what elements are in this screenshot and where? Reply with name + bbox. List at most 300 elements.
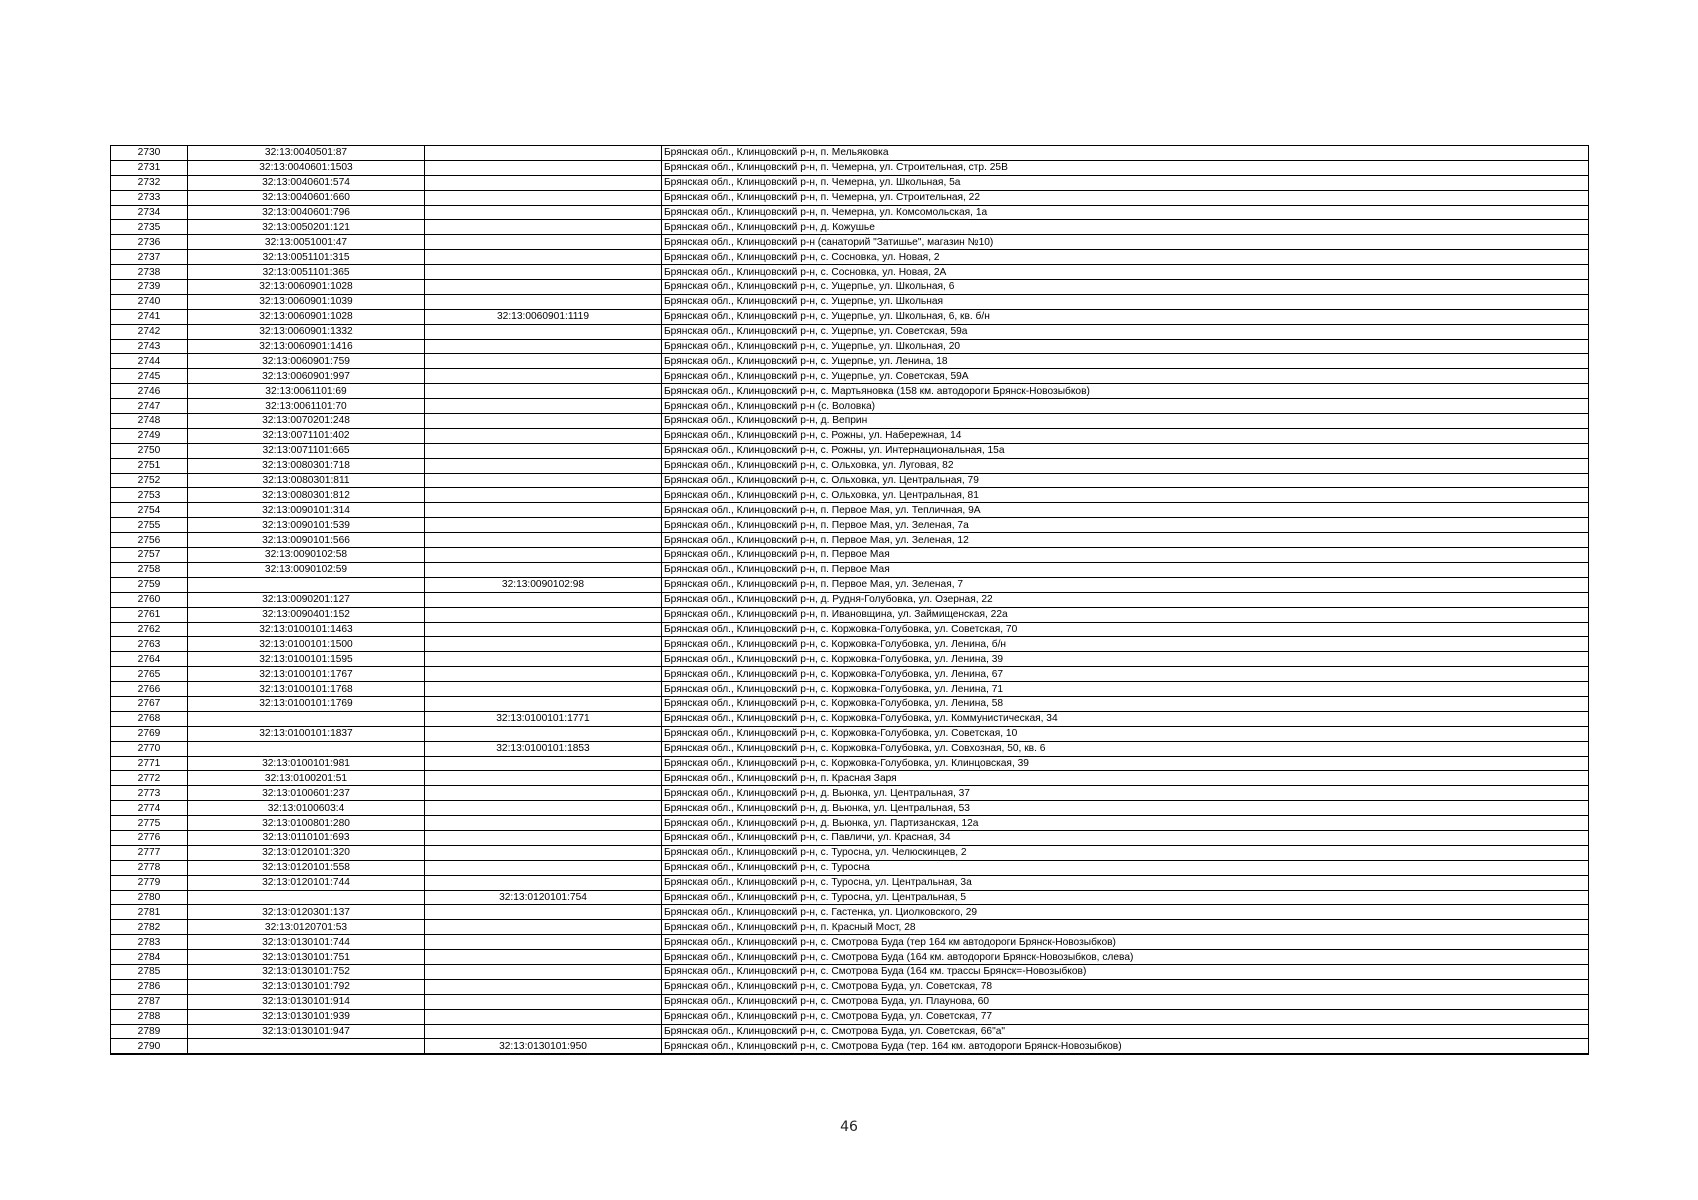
row-number-cell: 2748 xyxy=(111,414,188,429)
row-number-cell: 2757 xyxy=(111,548,188,563)
secondary-cadastral-number-cell xyxy=(425,250,662,265)
table-row xyxy=(111,682,1589,697)
table-row xyxy=(111,816,1589,831)
address-cell: Брянская обл., Клинцовский р-н, п. Ивановщина, ул. Займищенская, 22а xyxy=(662,607,1589,622)
table-row xyxy=(111,667,1589,682)
address-cell: Брянская обл., Клинцовский р-н, п. Первое Мая xyxy=(662,562,1589,577)
secondary-cadastral-number-cell xyxy=(425,428,662,443)
table-row xyxy=(111,518,1589,533)
address-cell: Брянская обл., Клинцовский р-н, с. Смотрова Буда, ул. Советская, 78 xyxy=(662,979,1589,994)
address-cell: Брянская обл., Клинцовский р-н, с. Туросна xyxy=(662,860,1589,875)
address-cell: Брянская обл., Клинцовский р-н, с. Коржовка-Голубовка, ул. Ленина, 58 xyxy=(662,696,1589,711)
row-number-cell: 2763 xyxy=(111,637,188,652)
secondary-cadastral-number-cell xyxy=(425,935,662,950)
secondary-cadastral-number-cell xyxy=(425,696,662,711)
address-cell: Брянская обл., Клинцовский р-н, п. Первое Мая, ул. Тепличная, 9А xyxy=(662,503,1589,518)
row-number-cell: 2743 xyxy=(111,339,188,354)
row-number-cell: 2749 xyxy=(111,428,188,443)
table-row xyxy=(111,503,1589,518)
secondary-cadastral-number-cell xyxy=(425,860,662,875)
address-cell: Брянская обл., Клинцовский р-н, с. Рожны, ул. Интернациональная, 15а xyxy=(662,443,1589,458)
secondary-cadastral-number-cell xyxy=(425,205,662,220)
secondary-cadastral-number-cell: 32:13:0130101:950 xyxy=(425,1039,662,1054)
row-number-cell: 2755 xyxy=(111,518,188,533)
table-row xyxy=(111,324,1589,339)
address-cell: Брянская обл., Клинцовский р-н, с. Смотрова Буда (164 км. автодороги Брянск-Новозыбков, слева) xyxy=(662,950,1589,965)
row-number-cell: 2731 xyxy=(111,160,188,175)
row-number-cell: 2765 xyxy=(111,667,188,682)
page-number: 46 xyxy=(840,1119,858,1135)
row-number-cell: 2767 xyxy=(111,696,188,711)
address-cell: Брянская обл., Клинцовский р-н, с. Сосновка, ул. Новая, 2А xyxy=(662,265,1589,280)
secondary-cadastral-number-cell xyxy=(425,488,662,503)
cadastral-number-cell: 32:13:0060901:1416 xyxy=(188,339,425,354)
row-number-cell: 2739 xyxy=(111,280,188,295)
row-number-cell: 2740 xyxy=(111,294,188,309)
row-number-cell: 2736 xyxy=(111,235,188,250)
cadastral-number-cell: 32:13:0040601:796 xyxy=(188,205,425,220)
address-cell: Брянская обл., Клинцовский р-н, п. Первое Мая, ул. Зеленая, 12 xyxy=(662,533,1589,548)
table-row xyxy=(111,428,1589,443)
address-cell: Брянская обл., Клинцовский р-н, с. Коржовка-Голубовка, ул. Ленина, б/н xyxy=(662,637,1589,652)
secondary-cadastral-number-cell xyxy=(425,160,662,175)
secondary-cadastral-number-cell xyxy=(425,726,662,741)
row-number-cell: 2776 xyxy=(111,830,188,845)
table-row xyxy=(111,175,1589,190)
address-cell: Брянская обл., Клинцовский р-н, с. Коржовка-Голубовка, ул. Советская, 70 xyxy=(662,622,1589,637)
cadastral-number-cell: 32:13:0060901:1332 xyxy=(188,324,425,339)
row-number-cell: 2756 xyxy=(111,533,188,548)
address-cell: Брянская обл., Клинцовский р-н (с. Воловка) xyxy=(662,399,1589,414)
cadastral-number-cell: 32:13:0100101:1500 xyxy=(188,637,425,652)
address-cell: Брянская обл., Клинцовский р-н, с. Смотрова Буда, ул. Плаунова, 60 xyxy=(662,994,1589,1009)
table-row xyxy=(111,607,1589,622)
cadastral-number-cell: 32:13:0061101:69 xyxy=(188,384,425,399)
table-row xyxy=(111,339,1589,354)
cadastral-number-cell: 32:13:0090201:127 xyxy=(188,592,425,607)
address-cell: Брянская обл., Клинцовский р-н, с. Коржовка-Голубовка, ул. Совхозная, 50, кв. 6 xyxy=(662,741,1589,756)
row-number-cell: 2777 xyxy=(111,845,188,860)
table-row xyxy=(111,205,1589,220)
address-cell: Брянская обл., Клинцовский р-н, с. Смотрова Буда, ул. Советская, 77 xyxy=(662,1009,1589,1024)
secondary-cadastral-number-cell xyxy=(425,399,662,414)
address-cell: Брянская обл., Клинцовский р-н, п. Чемерна, ул. Комсомольская, 1а xyxy=(662,205,1589,220)
secondary-cadastral-number-cell xyxy=(425,905,662,920)
cadastral-number-cell: 32:13:0080301:811 xyxy=(188,473,425,488)
secondary-cadastral-number-cell xyxy=(425,473,662,488)
table-row xyxy=(111,726,1589,741)
row-number-cell: 2778 xyxy=(111,860,188,875)
secondary-cadastral-number-cell xyxy=(425,280,662,295)
secondary-cadastral-number-cell xyxy=(425,294,662,309)
row-number-cell: 2771 xyxy=(111,756,188,771)
table-row xyxy=(111,443,1589,458)
address-cell: Брянская обл., Клинцовский р-н, п. Чемерна, ул. Школьная, 5а xyxy=(662,175,1589,190)
secondary-cadastral-number-cell xyxy=(425,607,662,622)
cadastral-number-cell: 32:13:0120101:558 xyxy=(188,860,425,875)
secondary-cadastral-number-cell xyxy=(425,354,662,369)
cadastral-number-cell: 32:13:0130101:914 xyxy=(188,994,425,1009)
secondary-cadastral-number-cell xyxy=(425,622,662,637)
cadastral-number-cell: 32:13:0060901:1028 xyxy=(188,280,425,295)
secondary-cadastral-number-cell: 32:13:0060901:1119 xyxy=(425,309,662,324)
table-row xyxy=(111,220,1589,235)
row-number-cell: 2745 xyxy=(111,369,188,384)
secondary-cadastral-number-cell xyxy=(425,786,662,801)
secondary-cadastral-number-cell: 32:13:0100101:1771 xyxy=(425,711,662,726)
cadastral-number-cell: 32:13:0100801:280 xyxy=(188,816,425,831)
cadastral-number-cell: 32:13:0100601:237 xyxy=(188,786,425,801)
cadastral-number-cell: 32:13:0100101:1595 xyxy=(188,652,425,667)
table-row xyxy=(111,875,1589,890)
row-number-cell: 2787 xyxy=(111,994,188,1009)
table-row xyxy=(111,964,1589,979)
table-row xyxy=(111,905,1589,920)
cadastral-number-cell: 32:13:0100101:1837 xyxy=(188,726,425,741)
table-row xyxy=(111,860,1589,875)
row-number-cell: 2775 xyxy=(111,816,188,831)
cadastral-number-cell: 32:13:0090101:314 xyxy=(188,503,425,518)
table-row xyxy=(111,235,1589,250)
address-cell: Брянская обл., Клинцовский р-н, с. Ольховка, ул. Центральная, 79 xyxy=(662,473,1589,488)
address-cell: Брянская обл., Клинцовский р-н, с. Туросна, ул. Челюскинцев, 2 xyxy=(662,845,1589,860)
row-number-cell: 2769 xyxy=(111,726,188,741)
cadastral-number-cell: 32:13:0051001:47 xyxy=(188,235,425,250)
row-number-cell: 2744 xyxy=(111,354,188,369)
table-row xyxy=(111,414,1589,429)
secondary-cadastral-number-cell: 32:13:0120101:754 xyxy=(425,890,662,905)
row-number-cell: 2786 xyxy=(111,979,188,994)
address-cell: Брянская обл., Клинцовский р-н, д. Кожушье xyxy=(662,220,1589,235)
table-row xyxy=(111,548,1589,563)
row-number-cell: 2737 xyxy=(111,250,188,265)
address-cell: Брянская обл., Клинцовский р-н, с. Смотрова Буда (тер. 164 км. автодороги Брянск-Новозыбков) xyxy=(662,1039,1589,1054)
address-cell: Брянская обл., Клинцовский р-н, д. Вьюнка, ул. Партизанская, 12а xyxy=(662,816,1589,831)
cadastral-number-cell: 32:13:0100603:4 xyxy=(188,801,425,816)
secondary-cadastral-number-cell xyxy=(425,845,662,860)
address-cell: Брянская обл., Клинцовский р-н, с. Ольховка, ул. Центральная, 81 xyxy=(662,488,1589,503)
row-number-cell: 2753 xyxy=(111,488,188,503)
cadastral-number-cell: 32:13:0130101:792 xyxy=(188,979,425,994)
table-row xyxy=(111,622,1589,637)
cadastral-number-cell: 32:13:0090101:566 xyxy=(188,533,425,548)
secondary-cadastral-number-cell xyxy=(425,414,662,429)
table-row xyxy=(111,280,1589,295)
table-row xyxy=(111,711,1589,726)
table-row xyxy=(111,786,1589,801)
cadastral-number-cell: 32:13:0090101:539 xyxy=(188,518,425,533)
secondary-cadastral-number-cell xyxy=(425,950,662,965)
secondary-cadastral-number-cell xyxy=(425,190,662,205)
address-cell: Брянская обл., Клинцовский р-н, с. Смотрова Буда (164 км. трассы Брянск=-Новозыбков) xyxy=(662,964,1589,979)
secondary-cadastral-number-cell xyxy=(425,146,662,161)
row-number-cell: 2764 xyxy=(111,652,188,667)
table-row xyxy=(111,265,1589,280)
secondary-cadastral-number-cell xyxy=(425,875,662,890)
address-cell: Брянская обл., Клинцовский р-н, с. Коржовка-Голубовка, ул. Ленина, 71 xyxy=(662,682,1589,697)
cadastral-number-cell: 32:13:0061101:70 xyxy=(188,399,425,414)
property-register-table xyxy=(110,145,1589,1055)
cadastral-number-cell: 32:13:0110101:693 xyxy=(188,830,425,845)
row-number-cell: 2766 xyxy=(111,682,188,697)
row-number-cell: 2746 xyxy=(111,384,188,399)
cadastral-number-cell xyxy=(188,890,425,905)
cadastral-number-cell: 32:13:0060901:997 xyxy=(188,369,425,384)
cadastral-number-cell: 32:13:0051101:315 xyxy=(188,250,425,265)
table-row xyxy=(111,696,1589,711)
address-cell: Брянская обл., Клинцовский р-н, с. Коржовка-Голубовка, ул. Советская, 10 xyxy=(662,726,1589,741)
secondary-cadastral-number-cell xyxy=(425,994,662,1009)
row-number-cell: 2762 xyxy=(111,622,188,637)
cadastral-number-cell xyxy=(188,1039,425,1054)
table-row xyxy=(111,830,1589,845)
row-number-cell: 2760 xyxy=(111,592,188,607)
row-number-cell: 2752 xyxy=(111,473,188,488)
address-cell: Брянская обл., Клинцовский р-н, с. Гастенка, ул. Циолковского, 29 xyxy=(662,905,1589,920)
secondary-cadastral-number-cell xyxy=(425,443,662,458)
cadastral-number-cell: 32:13:0100101:1767 xyxy=(188,667,425,682)
secondary-cadastral-number-cell xyxy=(425,920,662,935)
cadastral-number-cell: 32:13:0120701:53 xyxy=(188,920,425,935)
cadastral-number-cell: 32:13:0090102:58 xyxy=(188,548,425,563)
row-number-cell: 2761 xyxy=(111,607,188,622)
row-number-cell: 2738 xyxy=(111,265,188,280)
cadastral-number-cell: 32:13:0040501:87 xyxy=(188,146,425,161)
address-cell: Брянская обл., Клинцовский р-н, п. Первое Мая, ул. Зеленая, 7а xyxy=(662,518,1589,533)
row-number-cell: 2784 xyxy=(111,950,188,965)
address-cell: Брянская обл., Клинцовский р-н, с. Смотрова Буда, ул. Советская, 66"а" xyxy=(662,1024,1589,1039)
table-row xyxy=(111,890,1589,905)
cadastral-number-cell: 32:13:0071101:402 xyxy=(188,428,425,443)
secondary-cadastral-number-cell xyxy=(425,533,662,548)
cadastral-number-cell xyxy=(188,711,425,726)
row-number-cell: 2758 xyxy=(111,562,188,577)
secondary-cadastral-number-cell xyxy=(425,1009,662,1024)
table-row xyxy=(111,801,1589,816)
cadastral-number-cell: 32:13:0051101:365 xyxy=(188,265,425,280)
secondary-cadastral-number-cell xyxy=(425,518,662,533)
cadastral-number-cell: 32:13:0080301:812 xyxy=(188,488,425,503)
table-row xyxy=(111,354,1589,369)
cadastral-number-cell: 32:13:0130101:744 xyxy=(188,935,425,950)
secondary-cadastral-number-cell xyxy=(425,369,662,384)
row-number-cell: 2733 xyxy=(111,190,188,205)
row-number-cell: 2781 xyxy=(111,905,188,920)
table-row xyxy=(111,994,1589,1009)
address-cell: Брянская обл., Клинцовский р-н, с. Коржовка-Голубовка, ул. Ленина, 67 xyxy=(662,667,1589,682)
secondary-cadastral-number-cell xyxy=(425,830,662,845)
address-cell: Брянская обл., Клинцовский р-н, д. Вьюнка, ул. Центральная, 37 xyxy=(662,786,1589,801)
table-row xyxy=(111,190,1589,205)
row-number-cell: 2788 xyxy=(111,1009,188,1024)
cadastral-number-cell: 32:13:0130101:751 xyxy=(188,950,425,965)
table-row xyxy=(111,473,1589,488)
cadastral-number-cell: 32:13:0100201:51 xyxy=(188,771,425,786)
table-row xyxy=(111,458,1589,473)
table-row xyxy=(111,652,1589,667)
secondary-cadastral-number-cell xyxy=(425,756,662,771)
cadastral-number-cell xyxy=(188,741,425,756)
cadastral-number-cell: 32:13:0060901:1039 xyxy=(188,294,425,309)
secondary-cadastral-number-cell xyxy=(425,175,662,190)
address-cell: Брянская обл., Клинцовский р-н, д. Вьюнка, ул. Центральная, 53 xyxy=(662,801,1589,816)
table-row xyxy=(111,562,1589,577)
row-number-cell: 2734 xyxy=(111,205,188,220)
table-row xyxy=(111,979,1589,994)
address-cell: Брянская обл., Клинцовский р-н (санаторий "Затишье", магазин №10) xyxy=(662,235,1589,250)
table-row xyxy=(111,741,1589,756)
address-cell: Брянская обл., Клинцовский р-н, д. Веприн xyxy=(662,414,1589,429)
table-row xyxy=(111,294,1589,309)
address-cell: Брянская обл., Клинцовский р-н, п. Мельяковка xyxy=(662,146,1589,161)
row-number-cell: 2774 xyxy=(111,801,188,816)
secondary-cadastral-number-cell xyxy=(425,548,662,563)
address-cell: Брянская обл., Клинцовский р-н, с. Ущерпье, ул. Школьная, 6, кв. б/н xyxy=(662,309,1589,324)
cadastral-number-cell: 32:13:0040601:1503 xyxy=(188,160,425,175)
table-row xyxy=(111,488,1589,503)
table-row xyxy=(111,533,1589,548)
address-cell: Брянская обл., Клинцовский р-н, с. Туросна, ул. Центральная, 5 xyxy=(662,890,1589,905)
address-cell: Брянская обл., Клинцовский р-н, с. Туросна, ул. Центральная, 3а xyxy=(662,875,1589,890)
cadastral-number-cell: 32:13:0130101:939 xyxy=(188,1009,425,1024)
secondary-cadastral-number-cell xyxy=(425,1024,662,1039)
cadastral-number-cell: 32:13:0060901:759 xyxy=(188,354,425,369)
cadastral-number-cell: 32:13:0080301:718 xyxy=(188,458,425,473)
address-cell: Брянская обл., Клинцовский р-н, с. Мартьяновка (158 км. автодороги Брянск-Новозыбков) xyxy=(662,384,1589,399)
address-cell: Брянская обл., Клинцовский р-н, с. Ущерпье, ул. Ленина, 18 xyxy=(662,354,1589,369)
cadastral-number-cell: 32:13:0100101:1463 xyxy=(188,622,425,637)
address-cell: Брянская обл., Клинцовский р-н, с. Ольховка, ул. Луговая, 82 xyxy=(662,458,1589,473)
cadastral-number-cell: 32:13:0040601:574 xyxy=(188,175,425,190)
address-cell: Брянская обл., Клинцовский р-н, п. Первое Мая xyxy=(662,548,1589,563)
secondary-cadastral-number-cell xyxy=(425,220,662,235)
address-cell: Брянская обл., Клинцовский р-н, п. Чемерна, ул. Строительная, 22 xyxy=(662,190,1589,205)
table-row xyxy=(111,637,1589,652)
table-row xyxy=(111,1039,1589,1054)
secondary-cadastral-number-cell xyxy=(425,324,662,339)
address-cell: Брянская обл., Клинцовский р-н, д. Рудня-Голубовка, ул. Озерная, 22 xyxy=(662,592,1589,607)
row-number-cell: 2779 xyxy=(111,875,188,890)
cadastral-number-cell xyxy=(188,577,425,592)
secondary-cadastral-number-cell xyxy=(425,667,662,682)
table-row xyxy=(111,950,1589,965)
table-row xyxy=(111,845,1589,860)
table-row xyxy=(111,160,1589,175)
secondary-cadastral-number-cell xyxy=(425,652,662,667)
row-number-cell: 2782 xyxy=(111,920,188,935)
cadastral-number-cell: 32:13:0130101:752 xyxy=(188,964,425,979)
cadastral-number-cell: 32:13:0120301:137 xyxy=(188,905,425,920)
table-row xyxy=(111,1009,1589,1024)
row-number-cell: 2735 xyxy=(111,220,188,235)
row-number-cell: 2773 xyxy=(111,786,188,801)
address-cell: Брянская обл., Клинцовский р-н, с. Рожны, ул. Набережная, 14 xyxy=(662,428,1589,443)
cadastral-number-cell: 32:13:0090102:59 xyxy=(188,562,425,577)
row-number-cell: 2772 xyxy=(111,771,188,786)
table-row xyxy=(111,384,1589,399)
cadastral-number-cell: 32:13:0100101:1768 xyxy=(188,682,425,697)
secondary-cadastral-number-cell xyxy=(425,235,662,250)
secondary-cadastral-number-cell xyxy=(425,503,662,518)
cadastral-number-cell: 32:13:0120101:320 xyxy=(188,845,425,860)
row-number-cell: 2770 xyxy=(111,741,188,756)
table-row xyxy=(111,756,1589,771)
secondary-cadastral-number-cell xyxy=(425,339,662,354)
row-number-cell: 2783 xyxy=(111,935,188,950)
address-cell: Брянская обл., Клинцовский р-н, с. Ущерпье, ул. Школьная, 20 xyxy=(662,339,1589,354)
secondary-cadastral-number-cell xyxy=(425,265,662,280)
table-row xyxy=(111,592,1589,607)
cadastral-number-cell: 32:13:0100101:1769 xyxy=(188,696,425,711)
secondary-cadastral-number-cell xyxy=(425,816,662,831)
table-row xyxy=(111,309,1589,324)
cadastral-number-cell: 32:13:0071101:665 xyxy=(188,443,425,458)
table-row xyxy=(111,920,1589,935)
address-cell: Брянская обл., Клинцовский р-н, с. Павличи, ул. Красная, 34 xyxy=(662,830,1589,845)
cadastral-number-cell: 32:13:0060901:1028 xyxy=(188,309,425,324)
secondary-cadastral-number-cell: 32:13:0090102:98 xyxy=(425,577,662,592)
cadastral-number-cell: 32:13:0100101:981 xyxy=(188,756,425,771)
address-cell: Брянская обл., Клинцовский р-н, с. Ущерпье, ул. Школьная xyxy=(662,294,1589,309)
row-number-cell: 2759 xyxy=(111,577,188,592)
secondary-cadastral-number-cell: 32:13:0100101:1853 xyxy=(425,741,662,756)
secondary-cadastral-number-cell xyxy=(425,592,662,607)
secondary-cadastral-number-cell xyxy=(425,682,662,697)
table-row xyxy=(111,577,1589,592)
secondary-cadastral-number-cell xyxy=(425,458,662,473)
table-row xyxy=(111,399,1589,414)
table-row xyxy=(111,250,1589,265)
address-cell: Брянская обл., Клинцовский р-н, с. Ущерпье, ул. Советская, 59А xyxy=(662,369,1589,384)
row-number-cell: 2754 xyxy=(111,503,188,518)
cadastral-number-cell: 32:13:0090401:152 xyxy=(188,607,425,622)
row-number-cell: 2790 xyxy=(111,1039,188,1054)
address-cell: Брянская обл., Клинцовский р-н, п. Красный Мост, 28 xyxy=(662,920,1589,935)
row-number-cell: 2750 xyxy=(111,443,188,458)
cadastral-number-cell: 32:13:0120101:744 xyxy=(188,875,425,890)
row-number-cell: 2730 xyxy=(111,146,188,161)
address-cell: Брянская обл., Клинцовский р-н, с. Смотрова Буда (тер 164 км автодороги Брянск-Новозыбков) xyxy=(662,935,1589,950)
secondary-cadastral-number-cell xyxy=(425,637,662,652)
address-cell: Брянская обл., Клинцовский р-н, п. Первое Мая, ул. Зеленая, 7 xyxy=(662,577,1589,592)
row-number-cell: 2751 xyxy=(111,458,188,473)
address-cell: Брянская обл., Клинцовский р-н, с. Ущерпье, ул. Школьная, 6 xyxy=(662,280,1589,295)
secondary-cadastral-number-cell xyxy=(425,562,662,577)
table-row xyxy=(111,935,1589,950)
row-number-cell: 2780 xyxy=(111,890,188,905)
cadastral-number-cell: 32:13:0070201:248 xyxy=(188,414,425,429)
address-cell: Брянская обл., Клинцовский р-н, с. Коржовка-Голубовка, ул. Ленина, 39 xyxy=(662,652,1589,667)
address-cell: Брянская обл., Клинцовский р-н, п. Чемерна, ул. Строительная, стр. 25В xyxy=(662,160,1589,175)
table-row xyxy=(111,771,1589,786)
secondary-cadastral-number-cell xyxy=(425,801,662,816)
address-cell: Брянская обл., Клинцовский р-н, п. Красная Заря xyxy=(662,771,1589,786)
secondary-cadastral-number-cell xyxy=(425,964,662,979)
table-row xyxy=(111,369,1589,384)
row-number-cell: 2742 xyxy=(111,324,188,339)
cadastral-number-cell: 32:13:0050201:121 xyxy=(188,220,425,235)
row-number-cell: 2747 xyxy=(111,399,188,414)
secondary-cadastral-number-cell xyxy=(425,771,662,786)
cadastral-number-cell: 32:13:0040601:660 xyxy=(188,190,425,205)
row-number-cell: 2732 xyxy=(111,175,188,190)
table-row xyxy=(111,146,1589,161)
table-row xyxy=(111,1024,1589,1039)
address-cell: Брянская обл., Клинцовский р-н, с. Коржовка-Голубовка, ул. Коммунистическая, 34 xyxy=(662,711,1589,726)
secondary-cadastral-number-cell xyxy=(425,384,662,399)
row-number-cell: 2741 xyxy=(111,309,188,324)
address-cell: Брянская обл., Клинцовский р-н, с. Ущерпье, ул. Советская, 59а xyxy=(662,324,1589,339)
